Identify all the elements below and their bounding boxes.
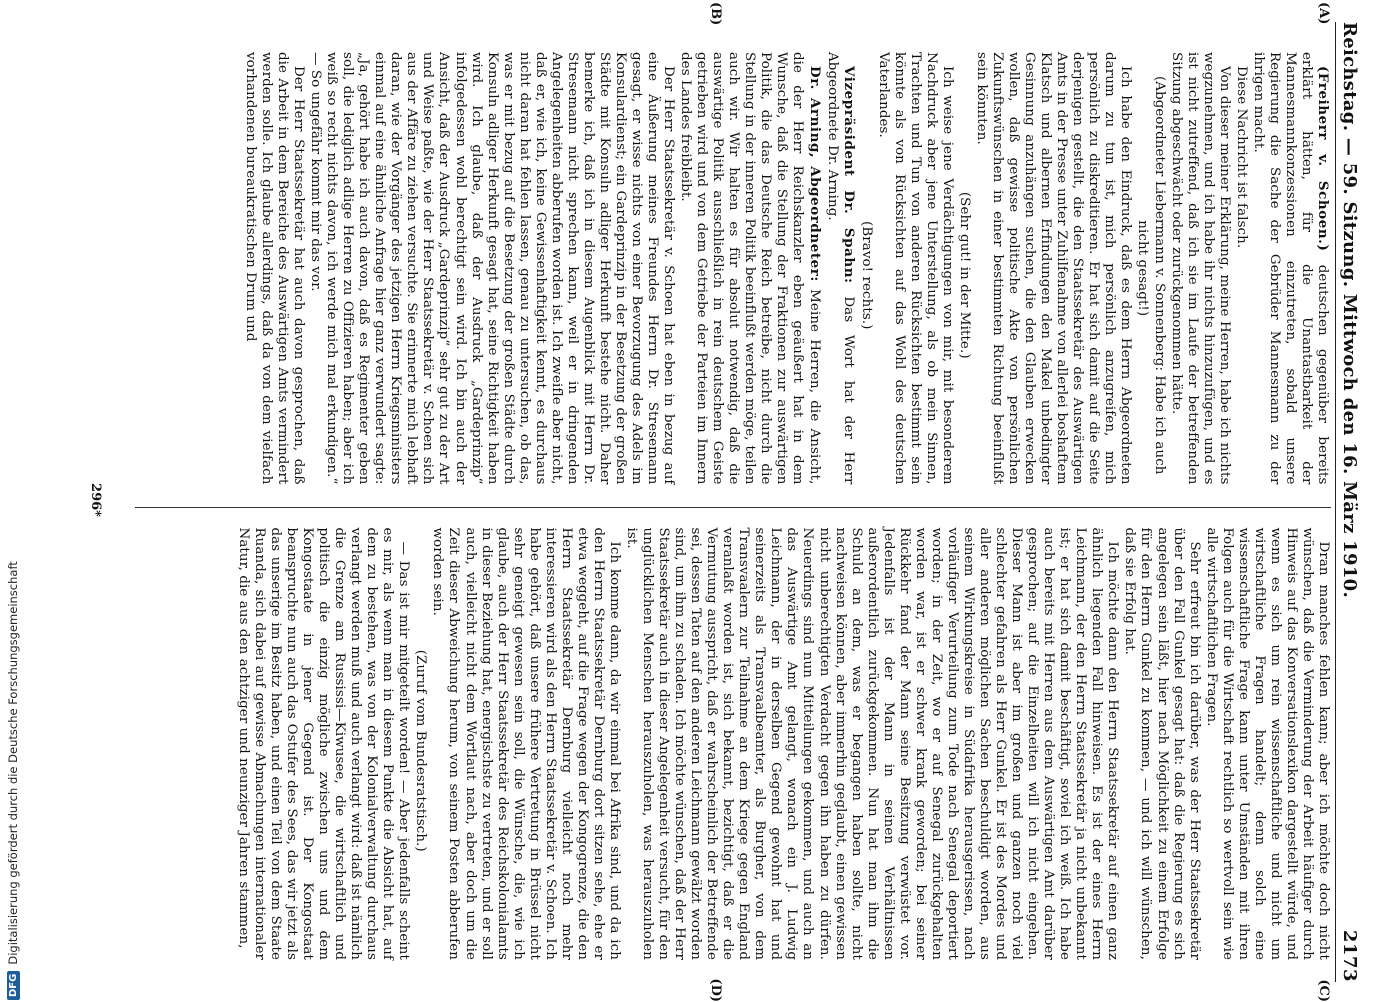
paragraph-text: Ich möchte dann den Herrn Staatssekretär auf einen ganz ähnlich liegenden Fall hinweisen. Es ist der eines Herrn Leichmann, der den Herrn Staatssekretär ja nicht unbekannt ist; er hat sich damit beschäftigt, soviel ich weiß. Ich habe auch bereits mit Herren aus dem Auswärtigen Amt darüber gesprochen; auf die Einzelheiten will ich nicht eingehen. Dieser Mann ist aber im großen und ganzen noch viel schlechter gefahren als Herr Gunkel. Er ist des Mordes und aller anderen möglichen Sachen beschuldigt worden, aus seinem Wirkungskreise in Südafrika herausgerissen, nach vorläufiger Verurteilung zum Tode nach Senegal deportiert worden; in der Zeit, wo er auf Senegal zurückgehalten worden war, ist er schwer krank geworden; bei seiner Rückkehr fand der Mann seine Besitzung verwüstet vor. Jedenfalls ist der Mann in seinen Verhältnissen außerordentlich zurückgekommen. Nun hat man ihm die Schuld an dem, was er begangen haben sollte, nicht nachweisen können, aber immerhin geglaubt, einen gewissen nicht unberechtigten Verdacht gegen ihn haben zu dürfen. Neuerdings sind nun Mitteilungen gekommen, und auch an das Auswärtige Amt gelangt, wonach ein J. Ludwig Leichmann, der in derselben Gegend gewohnt hat und seinerzeits als Transvaalbeamter, als Burgher, von dem Transvaalern zur Teilnahme an dem Kriege gegen England veranlaßt worden ist, sich bekannt, bezichtigt, daß er die Vermutung ausspricht, daß er wahrscheinlich der Betreffende sei, dessen Taten auf den anderen Leichmann gewälzt worden sind, um ihm zu schaden. Ich möchte wünschen, daß der Herr Staatssekretär auch in dieser Angelegenheit versucht, für den unglücklichen Menschen herauszuholen, was herauszuholen ist.	[623, 527, 1121, 960]
paragraph	[1134, 52, 1166, 485]
speaker-name: Vizepräsident Dr. Spahn:	[840, 66, 857, 284]
paragraph-text: Ich komme dann, da wir einmal bei Afrika sind, und da ich den Herrn Staatssekretär Dernburg dort sitzen sehe, ehe er etwa weggeht, auf die Frage wegen der Kongogrenze, die den Herrn Staatssekretär Dernburg vielleicht noch mehr interessieren wird als den Herrn Staatssekretär v. Schoen. Ich habe gehört, daß unsere frühere Vertretung in Brüssel nicht sehr geneigt gewesen sein soll, die Wünsche, die, wie ich glaube, auch der Herr Staatssekretär des Reichskolonialamts in dieser Beziehung hat, energischste zu vertreten, und er soll auch, vielleicht nicht dem Wortlaut nach, aber doch um die Zeit dieser Abweichung herum, von seinem Posten abberufen worden sein.	[430, 527, 622, 960]
footer-mark: 296*	[88, 483, 103, 517]
paragraph	[875, 52, 955, 485]
paragraph-text: Der Herr Staatssekretär hat auch davon gesprochen, daß die Arbeit in dem Bereiche des Auswärtigen Amts vermindert werden solle. Ich glaube allerdings, daß da von dem vielfach vorhandenen bureaukratischen Drum und	[242, 52, 307, 485]
paragraph	[1203, 528, 1331, 961]
paragraph-text: Ich habe den Eindruck, daß es dem Herrn Abgeordneten darum zu tun ist, mich persönlich anzugreifen, mich persönlich zu diskreditieren. Er hat sich damit auf die Seite derjenigen gestellt, die den Staatssekretär des Auswärtigen Amts in der Presse unter Zuhilfenahme von allerlei boshaftem Klatsch und albernen Erfindungen den Makel unbedingter Gesinnung anzuhängen suchen, die den Glauben erwecken wollen, daß gewisse politische Akte von persönlichen Zukunftswünschen in einer bestimmten Richtung beeinflußt sein könnten.	[974, 52, 1134, 485]
right-column-text	[235, 528, 1331, 961]
paragraph	[1121, 528, 1201, 961]
speaker-name: (Freiherr v. Schoen.)	[1315, 66, 1331, 252]
speaker-name: Dr. Arning, Abgeordneter:	[806, 66, 823, 282]
paragraph-text: (Abgeordneter Liebermann v. Sonnenberg: Habe ich auch nicht gesagt!)	[1135, 75, 1167, 475]
page-title: Reichstag. — 59. Sitzung. Mittwoch den 16. März 1910.	[1339, 22, 1360, 599]
paragraph	[824, 52, 857, 485]
left-column	[135, 22, 1331, 507]
paragraph-text: Dran manches fehlen kann; aber ich möchte doch nicht wünschen, daß die Verminderung der Arbeit häufiger durch Hinweis auf das Konversationslexikon dargestellt würde, und wenn es sich um rein wissenschaftliche und nicht um wirtschaftliche Fragen handelt; denn solch eine wissenschaftliche Frage kann unter Umständen mit ihren Folgen auch für die Wirtschaft rechtlich so wertvoll sein wie alle wirtschaftlichen Fragen.	[1203, 527, 1331, 960]
margin-letter-c: (C)	[1316, 979, 1331, 1002]
paragraph	[412, 528, 428, 961]
paragraph-text: Diese Nachricht ist falsch.	[1233, 66, 1249, 249]
paragraph-text: Meine Herren, die Ansicht, die der Herr Reichskanzler eben geäußert hat in dem Wunsche, daß die Stellung der Fraktionen zur auswärtigen Politik, die das Deutsche Reich betreibe, nicht durch die Stellung in der inneren Politik beeinflußt werden möge, teilen auch wir. Wir halten es für absolut notwendig, daß die auswärtige Politik ausschließlich in rein deutschem Geiste getrieben wird und von dem Getriebe der Parteien im Innern des Landes freibleibt.	[678, 52, 822, 485]
paragraph	[1233, 52, 1249, 485]
right-column	[135, 508, 1331, 983]
paragraph-text: deutschen gegenüber bereits erklärt hätten, für die Unantastbarkeit der Mannesmannkonzessionen einzutreten, sobald unsere Regierung die Sache der Gebrüder Mannesmann zu der ihrigen macht.	[1250, 52, 1330, 485]
paragraph	[1250, 52, 1331, 485]
digitization-credit: Digitalisierung gefördert durch die Deutsche Forschungsgemeinschaft	[6, 561, 20, 965]
paragraph	[623, 528, 1120, 961]
paragraph	[307, 52, 676, 485]
paragraph-text: Sehr erfreut bin ich darüber, was der Herr Staatssekretär über den Fall Gunkel gesagt hat: daß die Regierung es sich angelegen sein läßt, hier nach Möglichkeit zu einem Erfolge für den Herrn Gunkel zu kommen, — und ich will wünschen, daß sie Erfolg hat.	[1122, 527, 1202, 960]
paragraph	[858, 52, 874, 485]
paragraph-text: (Zuruf vom Bundesratstisch.)	[413, 649, 429, 852]
text-columns	[135, 22, 1331, 982]
paragraph	[429, 528, 622, 961]
paragraph	[677, 52, 822, 485]
paragraph-text: (Sehr gut! in der Mitte.)	[956, 191, 972, 359]
paragraph	[973, 52, 1133, 485]
margin-letter-d: (D)	[708, 978, 723, 1002]
left-column-text	[242, 52, 1331, 485]
paragraph-text: Das Wort hat der Herr Abgeordnete Dr. Arning.	[824, 52, 856, 485]
paragraph-text: — Das ist mir mitgeteilt worden! — Aber jedenfalls scheint es mir, als wenn man in diesem Punkte die Absicht hat, auf dem zu bestehen, was von der Kolonialverwaltung durchaus verlangt werden muß und auch verlangt wird: daß ist nämlich die Grenze am Russissi—Kiwusee, die wirtschaftlich und politisch die einzig mögliche zwischen uns und dem Kongostaate in jener Gegend ist. Der Kongostaat beanspruchte nun auch das Ostufer des Sees, das wir jetzt als das unserige im Besitz haben, und einen Teil von dem Staate Ruanda, sich dabei auf gewisse Abmachungen internationaler Natur, die aus den achtziger und neunziger Jahren stammen,	[235, 527, 412, 960]
paragraph-text: Ich weise jene Verdächtigungen von mir, mit besonderem Nachdruck aber jene Unterstellung, als ob mein Sinnen, Trachten und Tun von anderen Rücksichten bestimmt sein könnte als von Rücksichten auf das Wohl des deutschen Vaterlandes.	[875, 52, 955, 485]
paragraph	[956, 52, 972, 485]
dfg-logo: DFG	[7, 971, 20, 1000]
paragraph	[1168, 52, 1232, 485]
page-header	[1335, 22, 1375, 982]
page-number: 2173	[1339, 929, 1360, 982]
paragraph	[242, 52, 306, 485]
paragraph-text: Von dieser meiner Erklärung, meine Herren, habe ich nichts wegzunehmen, und ich habe ihr nichts hinzuzufügen, und es ist nicht zutreffend, daß ich sie im Laufe der betreffenden Sitzung abgeschwächt oder zurückgenommen hätte.	[1168, 52, 1232, 485]
paragraph	[235, 528, 412, 961]
margin-letter-a: (A)	[1316, 2, 1331, 25]
paragraph-text: Der Herr Staatssekretär v. Schoen hat eben in bezug auf eine Äußerung meines Freundes Herrn Dr. Stresemann gesagt, er wisse nichts von einer Bevorzugung des Adels im Konsulardienst; ein Gardeprinzip in der Besetzung der großen Städte mit Konsuln adliger Herkunft bestehe nicht. Daher bemerke ich, daß ich in diesem Augenblick mit Herrn Dr. Stresemann nicht sprechen kann, weil er in dringenden Angelegenheiten abberufen worden ist. Ich zweifle aber nicht, daß er, wie ich, keine Gewissenhaftigkeit kennt, es durchaus nicht daran hat fehlen lassen, genau zu untersuchen, ob das, was er mit bezug auf die Besetzung der großen Städte durch Konsuln adliger Herkunft gesagt hat, seine Richtigkeit haben wird. Ich glaube, daß der Ausdruck „Gardeprinzip“ infolgedessen wohl berechtigt sein wird. Ich bin auch der Ansicht, daß der Ausdruck „Gardeprinzip“ sehr gut zu der Art und Weise paßte, wie der Herr Staatssekretär v. Schoen sich aus der Affäre zu ziehen versuchte. Sie erinnerte mich lebhaft daran, wie der Vorgänger des jetzigen Herrn Kriegsministers einmal auf eine ähnliche Anfrage hier ganz verwundert sagte: „Ja, gehört habe ich auch davon, daß es Regimenter geben soll, die lediglich adlige Herren zu Offizieren haben; aber ich weiß so recht nichts davon, ich werde mich mal erkundigen.“ — So ungefähr kommt mir das vor.	[308, 52, 677, 485]
paragraph-text: (Bravo! rechts.)	[858, 221, 874, 330]
margin-letter-b: (B)	[708, 2, 723, 26]
